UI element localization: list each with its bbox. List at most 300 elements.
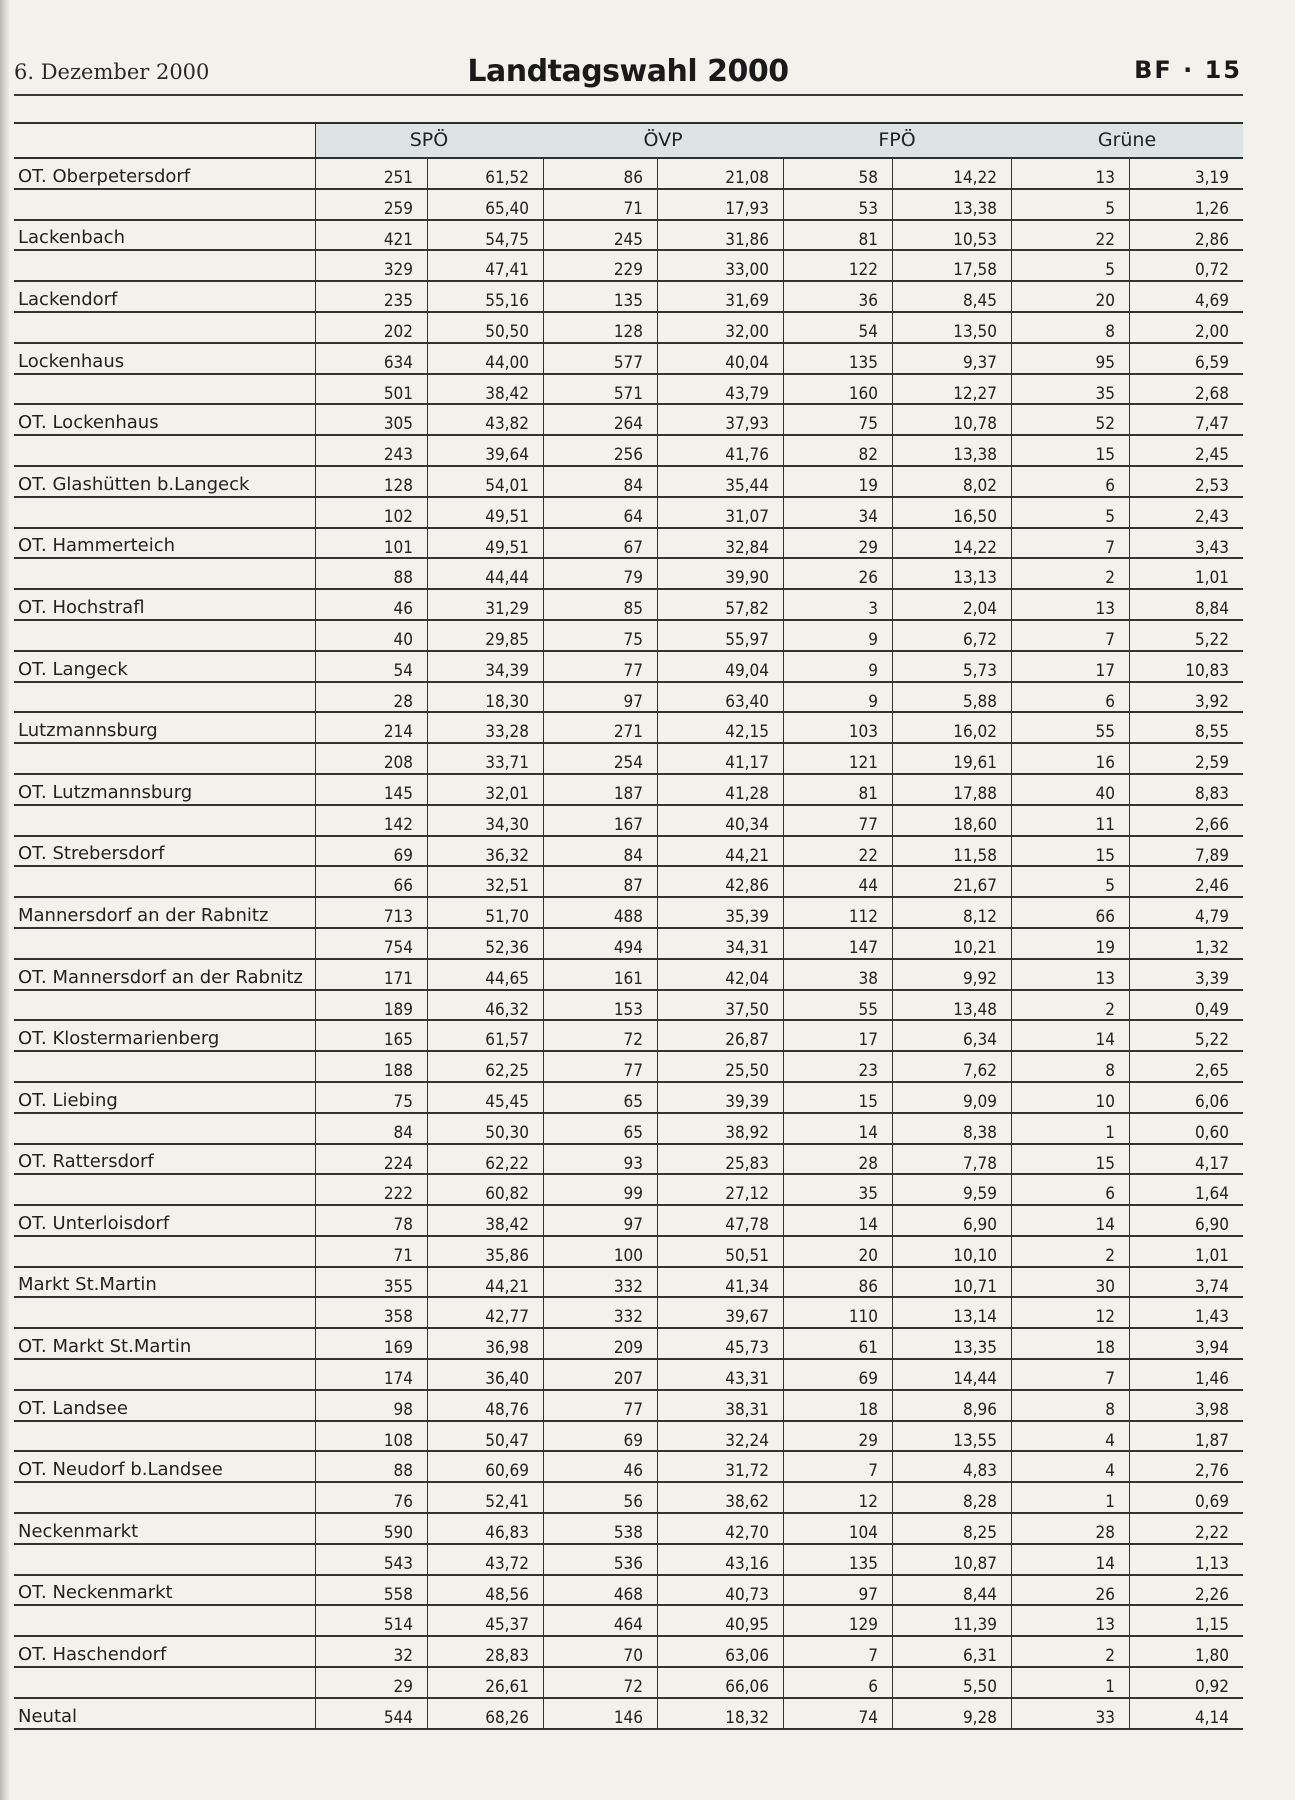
gruene-votes-cell: 20 [1011,282,1129,313]
oevp-percent-cell: 27,12 [657,1175,783,1206]
fpoe-votes-cell: 38 [783,960,892,991]
fpoe-percent-cell: 10,21 [892,929,1011,960]
table-row [14,1576,1243,1607]
gruene-percent-cell: 1,46 [1129,1360,1243,1391]
spoe-votes-cell: 46 [315,590,427,621]
municipality-name: OT. Haschendorf [18,1644,167,1666]
oevp-votes-cell: 536 [543,1545,657,1576]
table-row [14,1699,1243,1730]
fpoe-votes-cell: 6 [783,1668,892,1699]
spoe-votes-cell: 251 [315,159,427,190]
table-row [14,1360,1243,1391]
table-row [14,559,1243,590]
fpoe-percent-cell: 14,22 [892,529,1011,560]
spoe-percent-cell: 48,56 [427,1576,543,1607]
gruene-votes-cell: 5 [1011,867,1129,898]
fpoe-votes-cell: 81 [783,221,892,252]
gruene-percent-cell: 2,66 [1129,806,1243,837]
gruene-percent-cell: 4,79 [1129,898,1243,929]
spoe-percent-cell: 34,30 [427,806,543,837]
oevp-votes-cell: 79 [543,559,657,590]
gruene-votes-cell: 5 [1011,251,1129,282]
spoe-votes-cell: 355 [315,1268,427,1299]
spoe-percent-cell: 46,32 [427,991,543,1022]
municipality-name: OT. Klostermarienberg [18,1028,220,1050]
oevp-percent-cell: 66,06 [657,1668,783,1699]
spoe-percent-cell: 33,71 [427,744,543,775]
party-header-oevp: ÖVP [643,129,683,151]
oevp-percent-cell: 25,83 [657,1145,783,1176]
oevp-percent-cell: 38,92 [657,1114,783,1145]
gruene-votes-cell: 13 [1011,1606,1129,1637]
gruene-percent-cell: 6,59 [1129,344,1243,375]
fpoe-percent-cell: 6,90 [892,1206,1011,1237]
oevp-percent-cell: 41,76 [657,436,783,467]
table-row [14,498,1243,529]
spoe-votes-cell: 142 [315,806,427,837]
table-row [14,1052,1243,1083]
fpoe-percent-cell: 19,61 [892,744,1011,775]
oevp-votes-cell: 77 [543,1391,657,1422]
fpoe-percent-cell: 21,67 [892,867,1011,898]
gruene-votes-cell: 4 [1011,1452,1129,1483]
gruene-votes-cell: 14 [1011,1206,1129,1237]
municipality-name: OT. Glashütten b.Langeck [18,473,250,495]
spoe-votes-cell: 32 [315,1637,427,1668]
fpoe-votes-cell: 160 [783,375,892,406]
oevp-votes-cell: 93 [543,1145,657,1176]
oevp-votes-cell: 86 [543,159,657,190]
oevp-percent-cell: 38,62 [657,1483,783,1514]
gruene-percent-cell: 2,22 [1129,1514,1243,1545]
gruene-votes-cell: 28 [1011,1514,1129,1545]
oevp-votes-cell: 264 [543,405,657,436]
oevp-percent-cell: 42,86 [657,867,783,898]
gruene-percent-cell: 2,53 [1129,467,1243,498]
fpoe-percent-cell: 13,14 [892,1298,1011,1329]
oevp-percent-cell: 63,06 [657,1637,783,1668]
spoe-percent-cell: 34,39 [427,652,543,683]
oevp-votes-cell: 135 [543,282,657,313]
gruene-percent-cell: 7,89 [1129,837,1243,868]
gruene-percent-cell: 3,43 [1129,529,1243,560]
fpoe-percent-cell: 10,10 [892,1237,1011,1268]
fpoe-percent-cell: 9,59 [892,1175,1011,1206]
table-row [14,1668,1243,1699]
spoe-percent-cell: 44,65 [427,960,543,991]
municipality-name: Lockenhaus [18,350,125,372]
fpoe-votes-cell: 7 [783,1637,892,1668]
table-row [14,991,1243,1022]
fpoe-votes-cell: 3 [783,590,892,621]
gruene-percent-cell: 8,55 [1129,713,1243,744]
fpoe-percent-cell: 16,02 [892,713,1011,744]
gruene-votes-cell: 1 [1011,1114,1129,1145]
oevp-votes-cell: 494 [543,929,657,960]
spoe-votes-cell: 222 [315,1175,427,1206]
gruene-votes-cell: 17 [1011,652,1129,683]
gruene-votes-cell: 30 [1011,1268,1129,1299]
table-row [14,1206,1243,1237]
fpoe-votes-cell: 112 [783,898,892,929]
spoe-votes-cell: 171 [315,960,427,991]
oevp-votes-cell: 571 [543,375,657,406]
gruene-votes-cell: 2 [1011,991,1129,1022]
municipality-name: OT. Langeck [18,658,128,680]
oevp-percent-cell: 49,04 [657,652,783,683]
fpoe-votes-cell: 55 [783,991,892,1022]
scan-page-edge [0,0,9,1800]
table-row [14,1391,1243,1422]
table-row [14,1298,1243,1329]
fpoe-percent-cell: 2,04 [892,590,1011,621]
fpoe-votes-cell: 35 [783,1175,892,1206]
oevp-votes-cell: 209 [543,1329,657,1360]
oevp-votes-cell: 488 [543,898,657,929]
gruene-percent-cell: 4,14 [1129,1699,1243,1730]
oevp-percent-cell: 47,78 [657,1206,783,1237]
spoe-votes-cell: 224 [315,1145,427,1176]
municipality-name: Lackenbach [18,227,125,249]
fpoe-percent-cell: 9,28 [892,1699,1011,1730]
oevp-percent-cell: 33,00 [657,251,783,282]
oevp-votes-cell: 100 [543,1237,657,1268]
gruene-votes-cell: 8 [1011,1052,1129,1083]
oevp-votes-cell: 468 [543,1576,657,1607]
municipality-name: OT. Lutzmannsburg [18,781,193,803]
spoe-votes-cell: 88 [315,1452,427,1483]
spoe-percent-cell: 61,52 [427,159,543,190]
gruene-votes-cell: 6 [1011,1175,1129,1206]
gruene-votes-cell: 2 [1011,1237,1129,1268]
gruene-percent-cell: 1,43 [1129,1298,1243,1329]
municipality-name: OT. Mannersdorf an der Rabnitz [18,966,303,988]
municipality-name: OT. Liebing [18,1089,118,1111]
spoe-votes-cell: 69 [315,837,427,868]
spoe-votes-cell: 101 [315,529,427,560]
spoe-votes-cell: 634 [315,344,427,375]
spoe-votes-cell: 202 [315,313,427,344]
spoe-percent-cell: 29,85 [427,621,543,652]
municipality-name: OT. Oberpetersdorf [18,165,191,187]
gruene-votes-cell: 7 [1011,529,1129,560]
spoe-percent-cell: 46,83 [427,1514,543,1545]
oevp-votes-cell: 245 [543,221,657,252]
gruene-percent-cell: 0,49 [1129,991,1243,1022]
gruene-votes-cell: 15 [1011,436,1129,467]
table-row [14,652,1243,683]
oevp-votes-cell: 464 [543,1606,657,1637]
table-row [14,1114,1243,1145]
spoe-percent-cell: 18,30 [427,683,543,714]
election-results-table [14,122,1243,1730]
fpoe-percent-cell: 7,78 [892,1145,1011,1176]
municipality-name: OT. Strebersdorf [18,843,165,865]
gruene-votes-cell: 8 [1011,313,1129,344]
table-row [14,251,1243,282]
fpoe-percent-cell: 8,28 [892,1483,1011,1514]
spoe-votes-cell: 754 [315,929,427,960]
fpoe-percent-cell: 13,35 [892,1329,1011,1360]
gruene-percent-cell: 5,22 [1129,621,1243,652]
gruene-votes-cell: 7 [1011,621,1129,652]
fpoe-votes-cell: 14 [783,1114,892,1145]
oevp-percent-cell: 31,07 [657,498,783,529]
gruene-percent-cell: 2,26 [1129,1576,1243,1607]
fpoe-percent-cell: 10,87 [892,1545,1011,1576]
gruene-votes-cell: 22 [1011,221,1129,252]
spoe-percent-cell: 42,77 [427,1298,543,1329]
spoe-percent-cell: 52,41 [427,1483,543,1514]
gruene-percent-cell: 5,22 [1129,1021,1243,1052]
spoe-percent-cell: 68,26 [427,1699,543,1730]
gruene-votes-cell: 13 [1011,159,1129,190]
spoe-votes-cell: 88 [315,559,427,590]
table-body [14,159,1243,1730]
gruene-votes-cell: 19 [1011,929,1129,960]
fpoe-votes-cell: 122 [783,251,892,282]
fpoe-percent-cell: 11,58 [892,837,1011,868]
municipality-name: OT. Neckenmarkt [18,1582,173,1604]
oevp-percent-cell: 40,73 [657,1576,783,1607]
oevp-votes-cell: 84 [543,837,657,868]
fpoe-percent-cell: 13,38 [892,190,1011,221]
fpoe-votes-cell: 23 [783,1052,892,1083]
table-row [14,837,1243,868]
gruene-votes-cell: 35 [1011,375,1129,406]
fpoe-percent-cell: 8,38 [892,1114,1011,1145]
fpoe-votes-cell: 29 [783,1422,892,1453]
oevp-votes-cell: 577 [543,344,657,375]
municipality-name: Lutzmannsburg [18,720,158,742]
spoe-votes-cell: 514 [315,1606,427,1637]
gruene-percent-cell: 1,01 [1129,1237,1243,1268]
fpoe-percent-cell: 12,27 [892,375,1011,406]
table-row [14,960,1243,991]
oevp-percent-cell: 40,04 [657,344,783,375]
spoe-percent-cell: 35,86 [427,1237,543,1268]
gruene-percent-cell: 1,13 [1129,1545,1243,1576]
spoe-votes-cell: 128 [315,467,427,498]
oevp-votes-cell: 65 [543,1083,657,1114]
oevp-votes-cell: 187 [543,775,657,806]
gruene-percent-cell: 7,47 [1129,405,1243,436]
spoe-votes-cell: 421 [315,221,427,252]
fpoe-percent-cell: 13,55 [892,1422,1011,1453]
spoe-percent-cell: 49,51 [427,498,543,529]
oevp-votes-cell: 97 [543,683,657,714]
gruene-votes-cell: 18 [1011,1329,1129,1360]
oevp-votes-cell: 75 [543,621,657,652]
municipality-name: OT. Unterloisdorf [18,1212,170,1234]
spoe-percent-cell: 50,30 [427,1114,543,1145]
spoe-votes-cell: 713 [315,898,427,929]
oevp-percent-cell: 55,97 [657,621,783,652]
oevp-percent-cell: 37,93 [657,405,783,436]
spoe-percent-cell: 32,01 [427,775,543,806]
spoe-percent-cell: 43,72 [427,1545,543,1576]
gruene-votes-cell: 95 [1011,344,1129,375]
table-row [14,590,1243,621]
fpoe-votes-cell: 147 [783,929,892,960]
fpoe-votes-cell: 22 [783,837,892,868]
gruene-percent-cell: 6,06 [1129,1083,1243,1114]
oevp-percent-cell: 63,40 [657,683,783,714]
gruene-votes-cell: 26 [1011,1576,1129,1607]
oevp-percent-cell: 18,32 [657,1699,783,1730]
gruene-votes-cell: 14 [1011,1021,1129,1052]
table-row [14,159,1243,190]
spoe-votes-cell: 259 [315,190,427,221]
table-row [14,1545,1243,1576]
table-row [14,1422,1243,1453]
table-row [14,529,1243,560]
spoe-votes-cell: 54 [315,652,427,683]
gruene-percent-cell: 1,15 [1129,1606,1243,1637]
oevp-percent-cell: 26,87 [657,1021,783,1052]
oevp-votes-cell: 161 [543,960,657,991]
table-row [14,1237,1243,1268]
fpoe-votes-cell: 9 [783,683,892,714]
gruene-percent-cell: 3,19 [1129,159,1243,190]
oevp-percent-cell: 39,67 [657,1298,783,1329]
fpoe-percent-cell: 8,45 [892,282,1011,313]
spoe-percent-cell: 50,50 [427,313,543,344]
fpoe-percent-cell: 7,62 [892,1052,1011,1083]
fpoe-percent-cell: 11,39 [892,1606,1011,1637]
fpoe-votes-cell: 86 [783,1268,892,1299]
oevp-votes-cell: 64 [543,498,657,529]
fpoe-percent-cell: 13,38 [892,436,1011,467]
table-row [14,929,1243,960]
table-row [14,775,1243,806]
fpoe-percent-cell: 8,44 [892,1576,1011,1607]
oevp-votes-cell: 70 [543,1637,657,1668]
spoe-percent-cell: 45,45 [427,1083,543,1114]
fpoe-percent-cell: 9,37 [892,344,1011,375]
gruene-percent-cell: 3,74 [1129,1268,1243,1299]
gruene-percent-cell: 1,64 [1129,1175,1243,1206]
spoe-votes-cell: 66 [315,867,427,898]
fpoe-votes-cell: 103 [783,713,892,744]
gruene-percent-cell: 4,17 [1129,1145,1243,1176]
gruene-votes-cell: 40 [1011,775,1129,806]
fpoe-percent-cell: 14,44 [892,1360,1011,1391]
oevp-votes-cell: 77 [543,1052,657,1083]
spoe-votes-cell: 165 [315,1021,427,1052]
fpoe-percent-cell: 8,02 [892,467,1011,498]
table-row [14,1329,1243,1360]
table-row [14,806,1243,837]
oevp-percent-cell: 32,24 [657,1422,783,1453]
spoe-votes-cell: 84 [315,1114,427,1145]
spoe-percent-cell: 61,57 [427,1021,543,1052]
fpoe-votes-cell: 18 [783,1391,892,1422]
gruene-percent-cell: 2,76 [1129,1452,1243,1483]
fpoe-percent-cell: 10,71 [892,1268,1011,1299]
gruene-percent-cell: 0,69 [1129,1483,1243,1514]
table-row [14,1514,1243,1545]
spoe-percent-cell: 36,98 [427,1329,543,1360]
oevp-votes-cell: 332 [543,1298,657,1329]
fpoe-votes-cell: 34 [783,498,892,529]
table-row [14,1145,1243,1176]
gruene-percent-cell: 8,83 [1129,775,1243,806]
municipality-name: OT. Hammerteich [18,535,176,557]
spoe-votes-cell: 214 [315,713,427,744]
party-header-gruene: Grüne [1097,129,1157,151]
municipality-name: Neutal [18,1705,78,1727]
oevp-votes-cell: 146 [543,1699,657,1730]
fpoe-votes-cell: 82 [783,436,892,467]
spoe-percent-cell: 39,64 [427,436,543,467]
fpoe-votes-cell: 29 [783,529,892,560]
spoe-percent-cell: 62,22 [427,1145,543,1176]
oevp-votes-cell: 167 [543,806,657,837]
gruene-votes-cell: 15 [1011,837,1129,868]
oevp-votes-cell: 153 [543,991,657,1022]
spoe-votes-cell: 174 [315,1360,427,1391]
fpoe-votes-cell: 44 [783,867,892,898]
spoe-votes-cell: 208 [315,744,427,775]
spoe-percent-cell: 60,69 [427,1452,543,1483]
fpoe-votes-cell: 97 [783,1576,892,1607]
table-row [14,1175,1243,1206]
oevp-votes-cell: 271 [543,713,657,744]
fpoe-percent-cell: 5,88 [892,683,1011,714]
oevp-votes-cell: 72 [543,1021,657,1052]
table-row [14,436,1243,467]
gruene-percent-cell: 4,69 [1129,282,1243,313]
municipality-name: Markt St.Martin [18,1274,157,1296]
gruene-percent-cell: 8,84 [1129,590,1243,621]
table-row [14,282,1243,313]
spoe-percent-cell: 31,29 [427,590,543,621]
gruene-votes-cell: 14 [1011,1545,1129,1576]
fpoe-votes-cell: 17 [783,1021,892,1052]
fpoe-votes-cell: 58 [783,159,892,190]
spoe-votes-cell: 188 [315,1052,427,1083]
spoe-percent-cell: 28,83 [427,1637,543,1668]
oevp-percent-cell: 50,51 [657,1237,783,1268]
oevp-percent-cell: 25,50 [657,1052,783,1083]
fpoe-votes-cell: 104 [783,1514,892,1545]
fpoe-percent-cell: 8,25 [892,1514,1011,1545]
spoe-votes-cell: 75 [315,1083,427,1114]
spoe-percent-cell: 54,75 [427,221,543,252]
spoe-votes-cell: 329 [315,251,427,282]
gruene-percent-cell: 2,00 [1129,313,1243,344]
table-row [14,221,1243,252]
table-row [14,683,1243,714]
oevp-votes-cell: 332 [543,1268,657,1299]
municipality-name: OT. Lockenhaus [18,412,159,434]
gruene-percent-cell: 2,68 [1129,375,1243,406]
oevp-percent-cell: 35,39 [657,898,783,929]
municipality-name: Mannersdorf an der Rabnitz [18,904,269,926]
gruene-votes-cell: 4 [1011,1422,1129,1453]
table-row [14,467,1243,498]
spoe-votes-cell: 243 [315,436,427,467]
fpoe-percent-cell: 5,73 [892,652,1011,683]
fpoe-votes-cell: 54 [783,313,892,344]
oevp-percent-cell: 41,34 [657,1268,783,1299]
fpoe-percent-cell: 13,13 [892,559,1011,590]
fpoe-percent-cell: 8,96 [892,1391,1011,1422]
oevp-percent-cell: 42,70 [657,1514,783,1545]
oevp-votes-cell: 97 [543,1206,657,1237]
spoe-percent-cell: 36,40 [427,1360,543,1391]
